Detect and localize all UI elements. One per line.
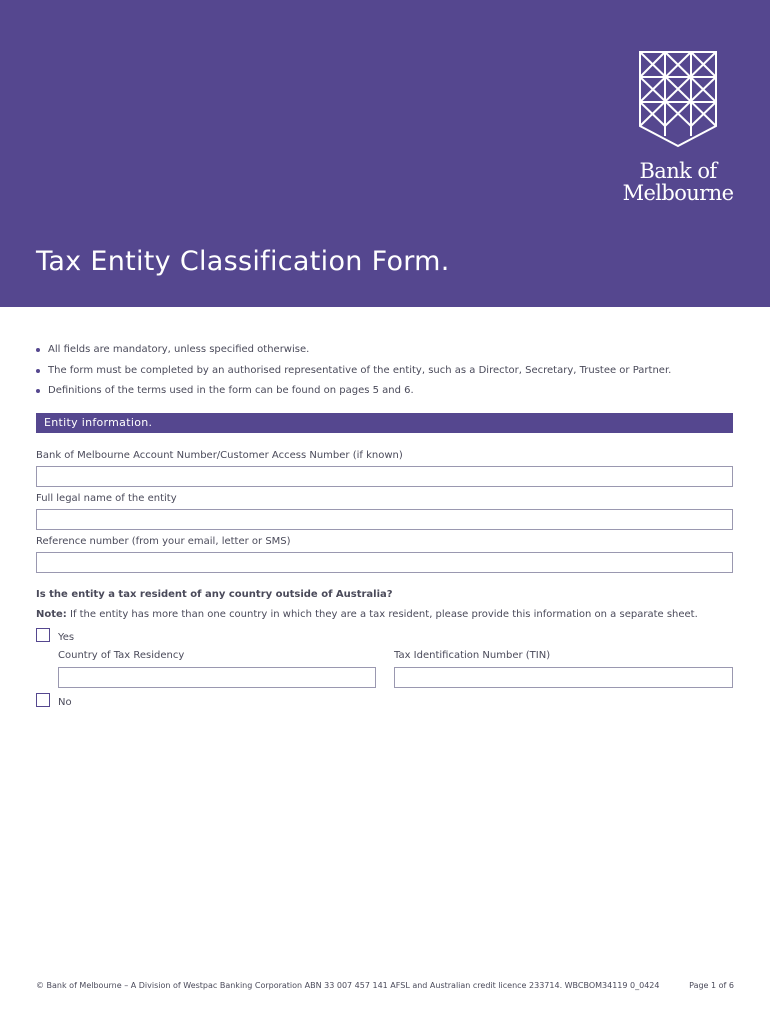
legal-name-input[interactable]: [36, 509, 733, 530]
footer-legal-text: © Bank of Melbourne – A Division of Westpac Banking Corporation ABN 33 007 457 141 AFSL and Australian credit licence 233714. WBCBOM34119 0_0424: [36, 981, 660, 990]
yes-label: Yes: [58, 632, 75, 643]
legal-name-label: Full legal name of the entity: [36, 493, 177, 504]
country-of-tax-residency-input[interactable]: [58, 667, 376, 688]
no-label: No: [58, 697, 72, 708]
instruction-item: Definitions of the terms used in the form can be found on pages 5 and 6.: [36, 381, 736, 402]
brand-name: [612, 160, 744, 204]
page-number: Page 1 of 6: [689, 981, 734, 990]
tin-label: Tax Identification Number (TIN): [394, 650, 551, 661]
account-number-input[interactable]: [36, 466, 733, 487]
note-prefix: Note:: [36, 609, 67, 620]
instruction-item: The form must be completed by an authorised representative of the entity, such as a Director, Secretary, Trustee or Partner.: [36, 361, 736, 382]
brand-name-line1: Bank of: [639, 159, 717, 183]
note-text: If the entity has more than one country in which they are a tax resident, please provide this information on a separate sheet.: [66, 609, 698, 620]
reference-number-input[interactable]: [36, 552, 733, 573]
tin-input[interactable]: [394, 667, 733, 688]
reference-number-label: Reference number (from your email, letter or SMS): [36, 536, 291, 547]
account-number-label: Bank of Melbourne Account Number/Customer Access Number (if known): [36, 450, 403, 461]
page-title: Tax Entity Classification Form.: [36, 246, 450, 277]
bank-of-melbourne-shield-icon: [638, 50, 718, 160]
section-header-entity-information: Entity information.: [36, 413, 733, 433]
tax-residency-note: [36, 609, 698, 620]
brand-name-line2: Melbourne: [622, 181, 734, 205]
yes-checkbox[interactable]: [36, 628, 50, 642]
no-checkbox[interactable]: [36, 693, 50, 707]
instructions-list: [36, 340, 736, 402]
header-banner: [0, 0, 770, 307]
country-of-tax-residency-label: Country of Tax Residency: [58, 650, 185, 661]
instruction-item: All fields are mandatory, unless specified otherwise.: [36, 340, 736, 361]
tax-residency-question: Is the entity a tax resident of any country outside of Australia?: [36, 589, 393, 600]
